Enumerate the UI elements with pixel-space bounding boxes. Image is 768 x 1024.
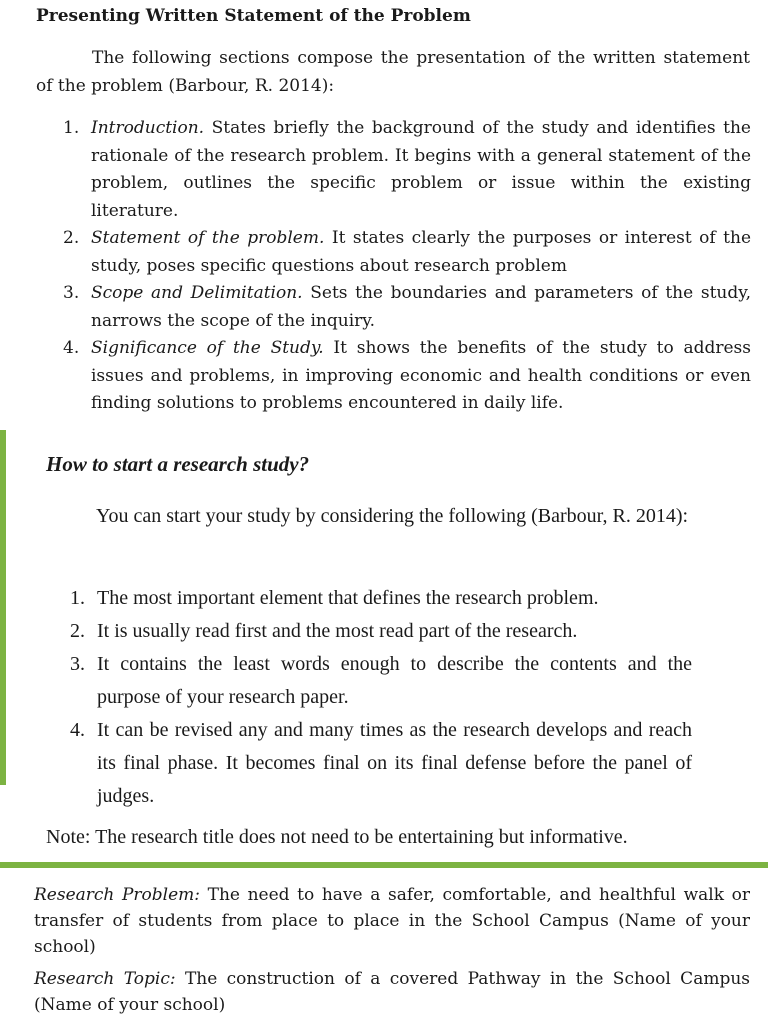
list-item: 1. The most important element that defines the research problem. [70, 587, 599, 609]
section-heading: How to start a research study? [46, 452, 310, 476]
problem-label: Research Problem: [34, 885, 201, 905]
list-item: 3. It contains the least words enough to describe the contents and the purpose of your research paper. [70, 653, 692, 708]
list-item: 2. It is usually read first and the most read part of the research. [70, 620, 578, 642]
accent-bar [0, 430, 6, 785]
example-section [0, 862, 768, 1024]
research-topic: Research Topic: The construction of a covered Pathway in the School Campus (Name of your school) [34, 969, 751, 1015]
research-problem: Research Problem: The need to have a safer, comfortable, and healthful walk or transfer of students from place to place in the School Campus (Name of your school) [34, 885, 751, 957]
list-item: 4. It can be revised any and many times as the research develops and reach its final phase. It becomes final on its final defense before the panel of judges. [70, 719, 692, 807]
intro-paragraph: You can start your study by considering the following (Barbour, R. 2014): [96, 505, 689, 527]
list-item: 2. Statement of the problem. It states clearly the purposes or interest of the study, poses specific questions about research problem [63, 228, 751, 276]
research-start-section [0, 430, 768, 862]
item-term: Significance of the Study. [91, 338, 324, 358]
item-text: Sets the boundaries and parameters of the study, narrows the scope of the inquiry. [91, 283, 751, 331]
accent-band [0, 862, 768, 868]
item-term: Introduction. [91, 118, 205, 138]
section-title: Presenting Written Statement of the Problem [36, 6, 471, 26]
list-item: 3. Scope and Delimitation. Sets the boundaries and parameters of the study, narrows the scope of the inquiry. [63, 283, 751, 331]
topic-label: Research Topic: [34, 969, 176, 989]
statement-section [0, 0, 768, 430]
intro-paragraph: The following sections compose the presentation of the written statement of the problem (Barbour, R. 2014): [36, 48, 750, 96]
item-text: States briefly the background of the study and identifies the rationale of the research problem. It begins with a general statement of the problem, outlines the specific problem or issue within the existing literature. [91, 118, 751, 221]
item-text: It shows the benefits of the study to address issues and problems, in improving economic and health conditions or even finding solutions to problems encountered in daily life. [91, 338, 752, 413]
list-item: 4. Significance of the Study. It shows the benefits of the study to address issues and problems, in improving economic and health conditions or even finding solutions to problems encountered in daily life. [63, 338, 752, 413]
list-item: 1. Introduction. States briefly the background of the study and identifies the rationale of the research problem. It begins with a general statement of the problem, outlines the specific problem or issue within the existing literature. [63, 118, 751, 221]
item-term: Statement of the problem. [91, 228, 325, 248]
note-text: Note: The research title does not need to be entertaining but informative. [46, 826, 628, 848]
item-term: Scope and Delimitation. [91, 283, 303, 303]
considerations-list [70, 582, 692, 813]
sections-list [63, 115, 751, 418]
item-text: It states clearly the purposes or interest of the study, poses specific questions about research problem [91, 228, 751, 276]
